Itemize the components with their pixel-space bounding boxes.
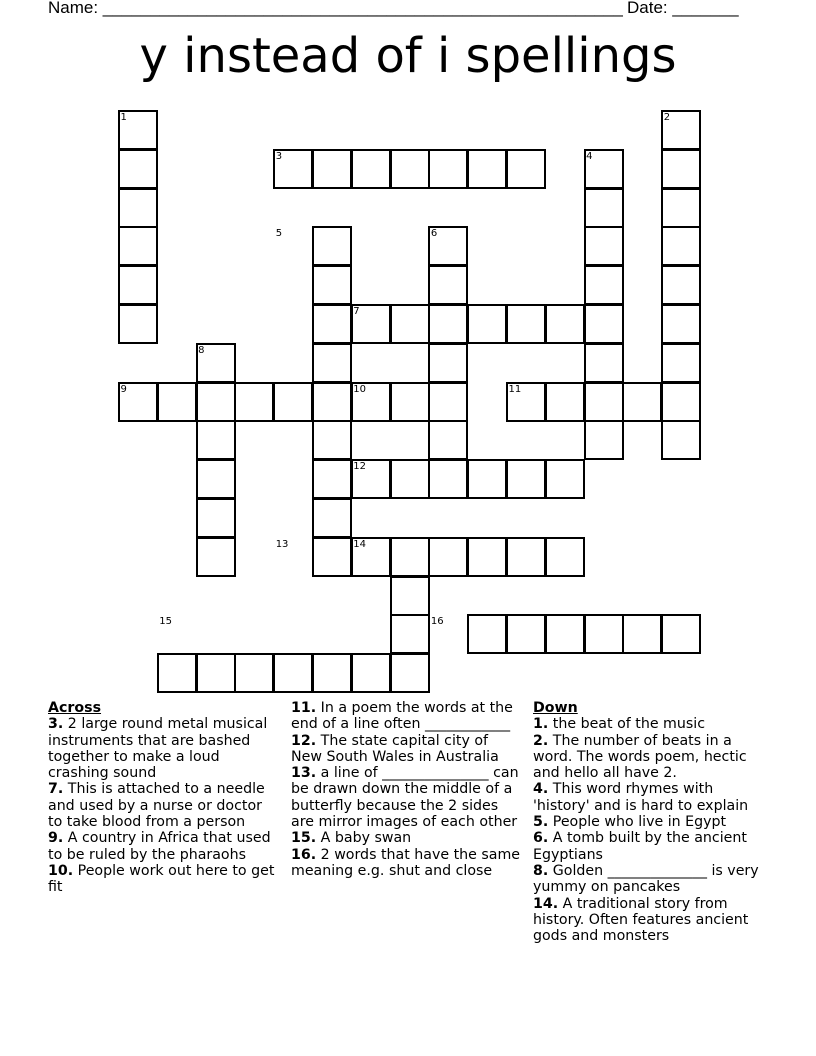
crossword-cell[interactable] [196, 537, 236, 577]
clue-across-9: 9. A country in Africa that used to be ruled by the pharaohs [48, 830, 271, 863]
crossword-cell[interactable] [118, 188, 158, 228]
crossword-cell[interactable] [467, 459, 507, 499]
crossword-cell[interactable] [428, 420, 468, 460]
clue-number-12: 12 [353, 461, 367, 473]
crossword-cell[interactable] [661, 265, 701, 305]
clue-number-1: 1 [120, 112, 127, 123]
crossword-cell[interactable] [584, 343, 624, 383]
crossword-cell[interactable] [312, 265, 352, 305]
crossword-cell[interactable] [312, 343, 352, 383]
crossword-cell[interactable] [661, 226, 701, 266]
clue-across-11: 11. In a poem the words at the end of a line often ____________ [291, 700, 513, 733]
crossword-cell[interactable] [584, 420, 624, 460]
date-field: Date: _______ [627, 0, 739, 17]
clue-number-9: 9 [120, 383, 127, 395]
crossword-cell[interactable] [661, 149, 701, 189]
clue-number-15: 15 [159, 616, 173, 628]
crossword-cell[interactable] [312, 226, 352, 266]
clue-number-7: 7 [353, 306, 360, 317]
clue-across-3: 3. 2 large round metal musical instruments that are bashed together to make a loud crashing sound [48, 716, 268, 782]
crossword-cell[interactable] [351, 653, 391, 693]
crossword-cell[interactable] [157, 382, 197, 422]
crossword-cell[interactable] [428, 343, 468, 383]
crossword-cell[interactable] [390, 576, 430, 616]
crossword-cell[interactable] [196, 420, 236, 460]
clues-column-2 [291, 700, 523, 879]
clue-number-11: 11 [508, 383, 522, 395]
crossword-cell[interactable] [312, 537, 352, 577]
crossword-cell[interactable] [506, 614, 546, 654]
crossword-cell[interactable] [584, 304, 624, 344]
name-field: Name: _______________________________________________________ [48, 0, 623, 17]
crossword-cell[interactable] [157, 653, 197, 693]
crossword-cell[interactable] [545, 614, 585, 654]
clue-number-14: 14 [353, 538, 367, 550]
crossword-cell[interactable] [661, 382, 701, 422]
clues-column-3 [533, 700, 773, 944]
crossword-cell[interactable] [584, 614, 624, 654]
crossword-cell[interactable] [390, 382, 430, 422]
crossword-cell[interactable] [428, 265, 468, 305]
clue-down-2: 2. The number of beats in a word. The words poem, hectic and hello all have 2. [533, 732, 747, 782]
crossword-cell[interactable] [661, 343, 701, 383]
crossword-cell[interactable] [467, 537, 507, 577]
crossword-cell[interactable] [467, 614, 507, 654]
page-title: y instead of i spellings [139, 28, 677, 84]
crossword-cell[interactable] [390, 614, 430, 654]
crossword-cell[interactable] [428, 149, 468, 189]
crossword-cell[interactable] [312, 420, 352, 460]
crossword-cell[interactable] [506, 149, 546, 189]
crossword-cell[interactable] [273, 382, 313, 422]
crossword-cell[interactable] [118, 149, 158, 189]
clue-number-4: 4 [586, 150, 593, 162]
crossword-cell[interactable] [234, 653, 274, 693]
crossword-cell[interactable] [312, 304, 352, 344]
across-heading: Across [48, 700, 102, 716]
crossword-cell[interactable] [428, 304, 468, 344]
crossword-cell[interactable] [584, 265, 624, 305]
crossword-cell[interactable] [196, 382, 236, 422]
crossword-cell[interactable] [661, 420, 701, 460]
clue-number-5: 5 [275, 228, 283, 240]
clue-across-7: 7. This is attached to a needle and used by a nurse or doctor to take blood from a person [48, 781, 265, 831]
crossword-cell[interactable] [196, 459, 236, 499]
clue-down-5: 5. People who live in Egypt [533, 814, 727, 831]
crossword-cell[interactable] [661, 304, 701, 344]
clue-number-10: 10 [353, 383, 367, 395]
crossword-cell[interactable] [390, 653, 430, 693]
crossword-cell[interactable] [390, 459, 430, 499]
crossword-cell[interactable] [196, 653, 236, 693]
crossword-cell[interactable] [506, 304, 546, 344]
crossword-cell[interactable] [390, 149, 430, 189]
clue-down-8: 8. Golden ______________ is very yummy on pancakes [533, 862, 759, 896]
crossword-cell[interactable] [312, 459, 352, 499]
clue-down-4: 4. This word rhymes with 'history' and is hard to explain [533, 781, 749, 814]
clue-number-16: 16 [430, 616, 444, 628]
clue-down-14: 14. A traditional story from history. Often features ancient gods and monsters [533, 895, 749, 945]
crossword-cell[interactable] [118, 265, 158, 305]
clue-number-6: 6 [430, 228, 438, 240]
clue-across-15: 15. A baby swan [291, 830, 412, 847]
crossword-cell[interactable] [196, 498, 236, 538]
crossword-cell[interactable] [428, 459, 468, 499]
clue-number-8: 8 [198, 344, 205, 356]
clue-number-2: 2 [663, 112, 671, 123]
clue-across-12: 12. The state capital city of New South Wales in Australia [291, 732, 499, 765]
crossword-cell[interactable] [545, 459, 585, 499]
crossword-cell[interactable] [661, 188, 701, 228]
crossword-cell[interactable] [273, 653, 313, 693]
crossword-cell[interactable] [622, 382, 662, 422]
crossword-cell[interactable] [390, 304, 430, 344]
crossword-cell[interactable] [312, 653, 352, 693]
crossword-cell[interactable] [545, 382, 585, 422]
crossword-cell[interactable] [545, 537, 585, 577]
crossword-cell[interactable] [351, 149, 391, 189]
crossword-cell[interactable] [312, 498, 352, 538]
crossword-cell[interactable] [584, 226, 624, 266]
clue-across-13: 13. a line of _______________ can be drawn down the middle of a butterfly because the 2 sides are mirror images of each other [291, 765, 519, 831]
crossword-cell[interactable] [506, 537, 546, 577]
crossword-cell[interactable] [390, 537, 430, 577]
crossword-cell[interactable] [584, 382, 624, 422]
clue-number-3: 3 [275, 150, 283, 162]
crossword-cell[interactable] [584, 188, 624, 228]
clue-across-16: 16. 2 words that have the same meaning e.g. shut and close [291, 846, 521, 879]
crossword-cell[interactable] [545, 304, 585, 344]
clue-number-13: 13 [275, 538, 289, 550]
crossword-cell[interactable] [467, 304, 507, 344]
crossword-cell[interactable] [118, 304, 158, 344]
crossword-cell[interactable] [661, 614, 701, 654]
crossword-cell[interactable] [467, 149, 507, 189]
crossword-cell[interactable] [312, 149, 352, 189]
clue-across-10: 10. People work out here to get fit [48, 862, 275, 896]
down-heading: Down [533, 700, 578, 716]
crossword-cell[interactable] [234, 382, 274, 422]
clue-down-1: 1. the beat of the music [533, 716, 705, 733]
crossword-cell[interactable] [118, 226, 158, 266]
clues-column-1 [48, 700, 280, 896]
clue-down-6: 6. A tomb built by the ancient Egyptians [533, 830, 747, 863]
crossword-cell[interactable] [312, 382, 352, 422]
crossword-cell[interactable] [428, 382, 468, 422]
crossword-cell[interactable] [506, 459, 546, 499]
crossword-cell[interactable] [428, 537, 468, 577]
crossword-cell[interactable] [622, 614, 662, 654]
